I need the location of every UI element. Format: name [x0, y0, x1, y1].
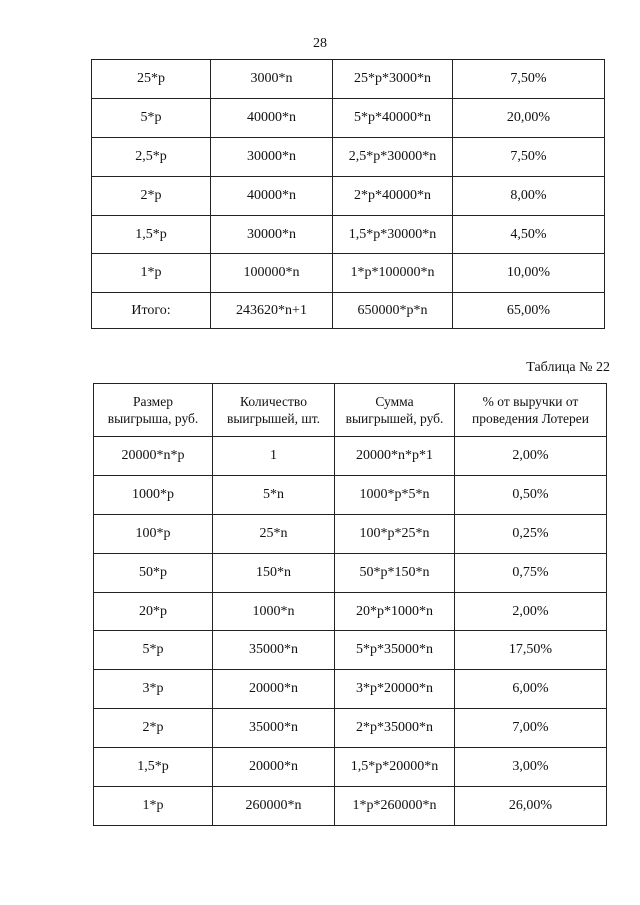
cell-prize-count: 5*n	[213, 475, 335, 514]
cell-revenue-percent: 26,00%	[455, 787, 607, 826]
cell-prize-size: 100*p	[94, 514, 213, 553]
table-row	[94, 748, 607, 787]
cell-prize-sum: 2*p*40000*n	[333, 176, 453, 215]
cell-prize-size: 2*p	[94, 709, 213, 748]
table-row	[92, 254, 605, 293]
cell-revenue-percent: 3,00%	[455, 748, 607, 787]
cell-revenue-percent: 17,50%	[455, 631, 607, 670]
table-row	[92, 215, 605, 254]
cell-prize-count: 20000*n	[213, 670, 335, 709]
table-row	[94, 787, 607, 826]
cell-revenue-percent: 2,00%	[455, 437, 607, 476]
cell-prize-sum: 25*p*3000*n	[333, 60, 453, 99]
cell-prize-count: 35000*n	[213, 709, 335, 748]
cell-revenue-percent: 7,50%	[453, 137, 605, 176]
cell-prize-count: 1000*n	[213, 592, 335, 631]
cell-prize-size: 20000*n*p	[94, 437, 213, 476]
table-row	[92, 60, 605, 99]
header-line: выигрыша, руб.	[107, 411, 199, 426]
cell-revenue-percent: 10,00%	[453, 254, 605, 293]
cell-revenue-percent: 2,00%	[455, 592, 607, 631]
table-row	[94, 631, 607, 670]
table-row	[94, 514, 607, 553]
cell-prize-size: 2*p	[92, 176, 211, 215]
header-line: Сумма	[375, 394, 414, 409]
cell-prize-count: 260000*n	[213, 787, 335, 826]
cell-prize-count: 150*n	[213, 553, 335, 592]
cell-prize-count: 100000*n	[211, 254, 333, 293]
prize-table-continued	[91, 59, 605, 329]
cell-prize-size: 1*p	[94, 787, 213, 826]
table-row	[94, 709, 607, 748]
cell-revenue-percent: 0,75%	[455, 553, 607, 592]
cell-revenue-percent: 0,25%	[455, 514, 607, 553]
cell-prize-sum: 650000*p*n	[333, 293, 453, 329]
cell-revenue-percent: 65,00%	[453, 293, 605, 329]
cell-revenue-percent: 7,50%	[453, 60, 605, 99]
cell-revenue-percent: 0,50%	[455, 475, 607, 514]
cell-prize-sum: 2*p*35000*n	[335, 709, 455, 748]
table-row	[94, 553, 607, 592]
cell-prize-size: 20*p	[94, 592, 213, 631]
cell-prize-count: 25*n	[213, 514, 335, 553]
header-prize-size	[94, 384, 213, 437]
table-row	[92, 176, 605, 215]
cell-prize-sum: 5*p*40000*n	[333, 98, 453, 137]
cell-prize-size: 3*p	[94, 670, 213, 709]
header-line: выигрышей, руб.	[345, 411, 444, 426]
cell-prize-count: 3000*n	[211, 60, 333, 99]
header-row	[94, 384, 607, 437]
total-label: Итого:	[92, 293, 211, 329]
header-line: выигрышей, шт.	[226, 411, 321, 426]
cell-revenue-percent: 7,00%	[455, 709, 607, 748]
cell-prize-size: 50*p	[94, 553, 213, 592]
cell-prize-sum: 3*p*20000*n	[335, 670, 455, 709]
cell-prize-size: 5*p	[92, 98, 211, 137]
cell-prize-sum: 1,5*p*20000*n	[335, 748, 455, 787]
cell-prize-count: 30000*n	[211, 215, 333, 254]
total-row	[92, 293, 605, 329]
table-row	[94, 592, 607, 631]
page-number: 28	[313, 36, 327, 51]
cell-prize-sum: 50*p*150*n	[335, 553, 455, 592]
cell-prize-size: 25*p	[92, 60, 211, 99]
header-line: проведения Лотереи	[472, 411, 589, 426]
cell-prize-sum: 2,5*p*30000*n	[333, 137, 453, 176]
cell-prize-size: 1,5*p	[94, 748, 213, 787]
cell-revenue-percent: 4,50%	[453, 215, 605, 254]
table-row	[94, 670, 607, 709]
cell-prize-count: 40000*n	[211, 98, 333, 137]
cell-prize-count: 35000*n	[213, 631, 335, 670]
header-revenue-percent	[455, 384, 607, 437]
cell-prize-size: 1000*p	[94, 475, 213, 514]
cell-prize-count: 40000*n	[211, 176, 333, 215]
prize-table-22	[93, 383, 607, 826]
header-line: Количество	[240, 394, 307, 409]
cell-prize-size: 1*p	[92, 254, 211, 293]
cell-prize-sum: 1*p*260000*n	[335, 787, 455, 826]
cell-prize-size: 2,5*p	[92, 137, 211, 176]
header-line: Размер	[133, 394, 173, 409]
header-line: % от выручки от	[482, 394, 579, 409]
cell-revenue-percent: 20,00%	[453, 98, 605, 137]
table-caption: Таблица № 22	[526, 360, 610, 375]
cell-revenue-percent: 8,00%	[453, 176, 605, 215]
cell-prize-sum: 1*p*100000*n	[333, 254, 453, 293]
cell-prize-count: 243620*n+1	[211, 293, 333, 329]
cell-prize-count: 30000*n	[211, 137, 333, 176]
table-row	[94, 475, 607, 514]
table-row	[92, 98, 605, 137]
cell-prize-sum: 1,5*p*30000*n	[333, 215, 453, 254]
cell-prize-sum: 20*p*1000*n	[335, 592, 455, 631]
cell-prize-size: 1,5*p	[92, 215, 211, 254]
cell-prize-sum: 5*p*35000*n	[335, 631, 455, 670]
table-row	[92, 137, 605, 176]
header-prize-count	[213, 384, 335, 437]
cell-prize-sum: 100*p*25*n	[335, 514, 455, 553]
table-row	[94, 437, 607, 476]
cell-revenue-percent: 6,00%	[455, 670, 607, 709]
cell-prize-size: 5*p	[94, 631, 213, 670]
cell-prize-sum: 1000*p*5*n	[335, 475, 455, 514]
cell-prize-sum: 20000*n*p*1	[335, 437, 455, 476]
header-prize-sum	[335, 384, 455, 437]
cell-prize-count: 1	[213, 437, 335, 476]
cell-prize-count: 20000*n	[213, 748, 335, 787]
